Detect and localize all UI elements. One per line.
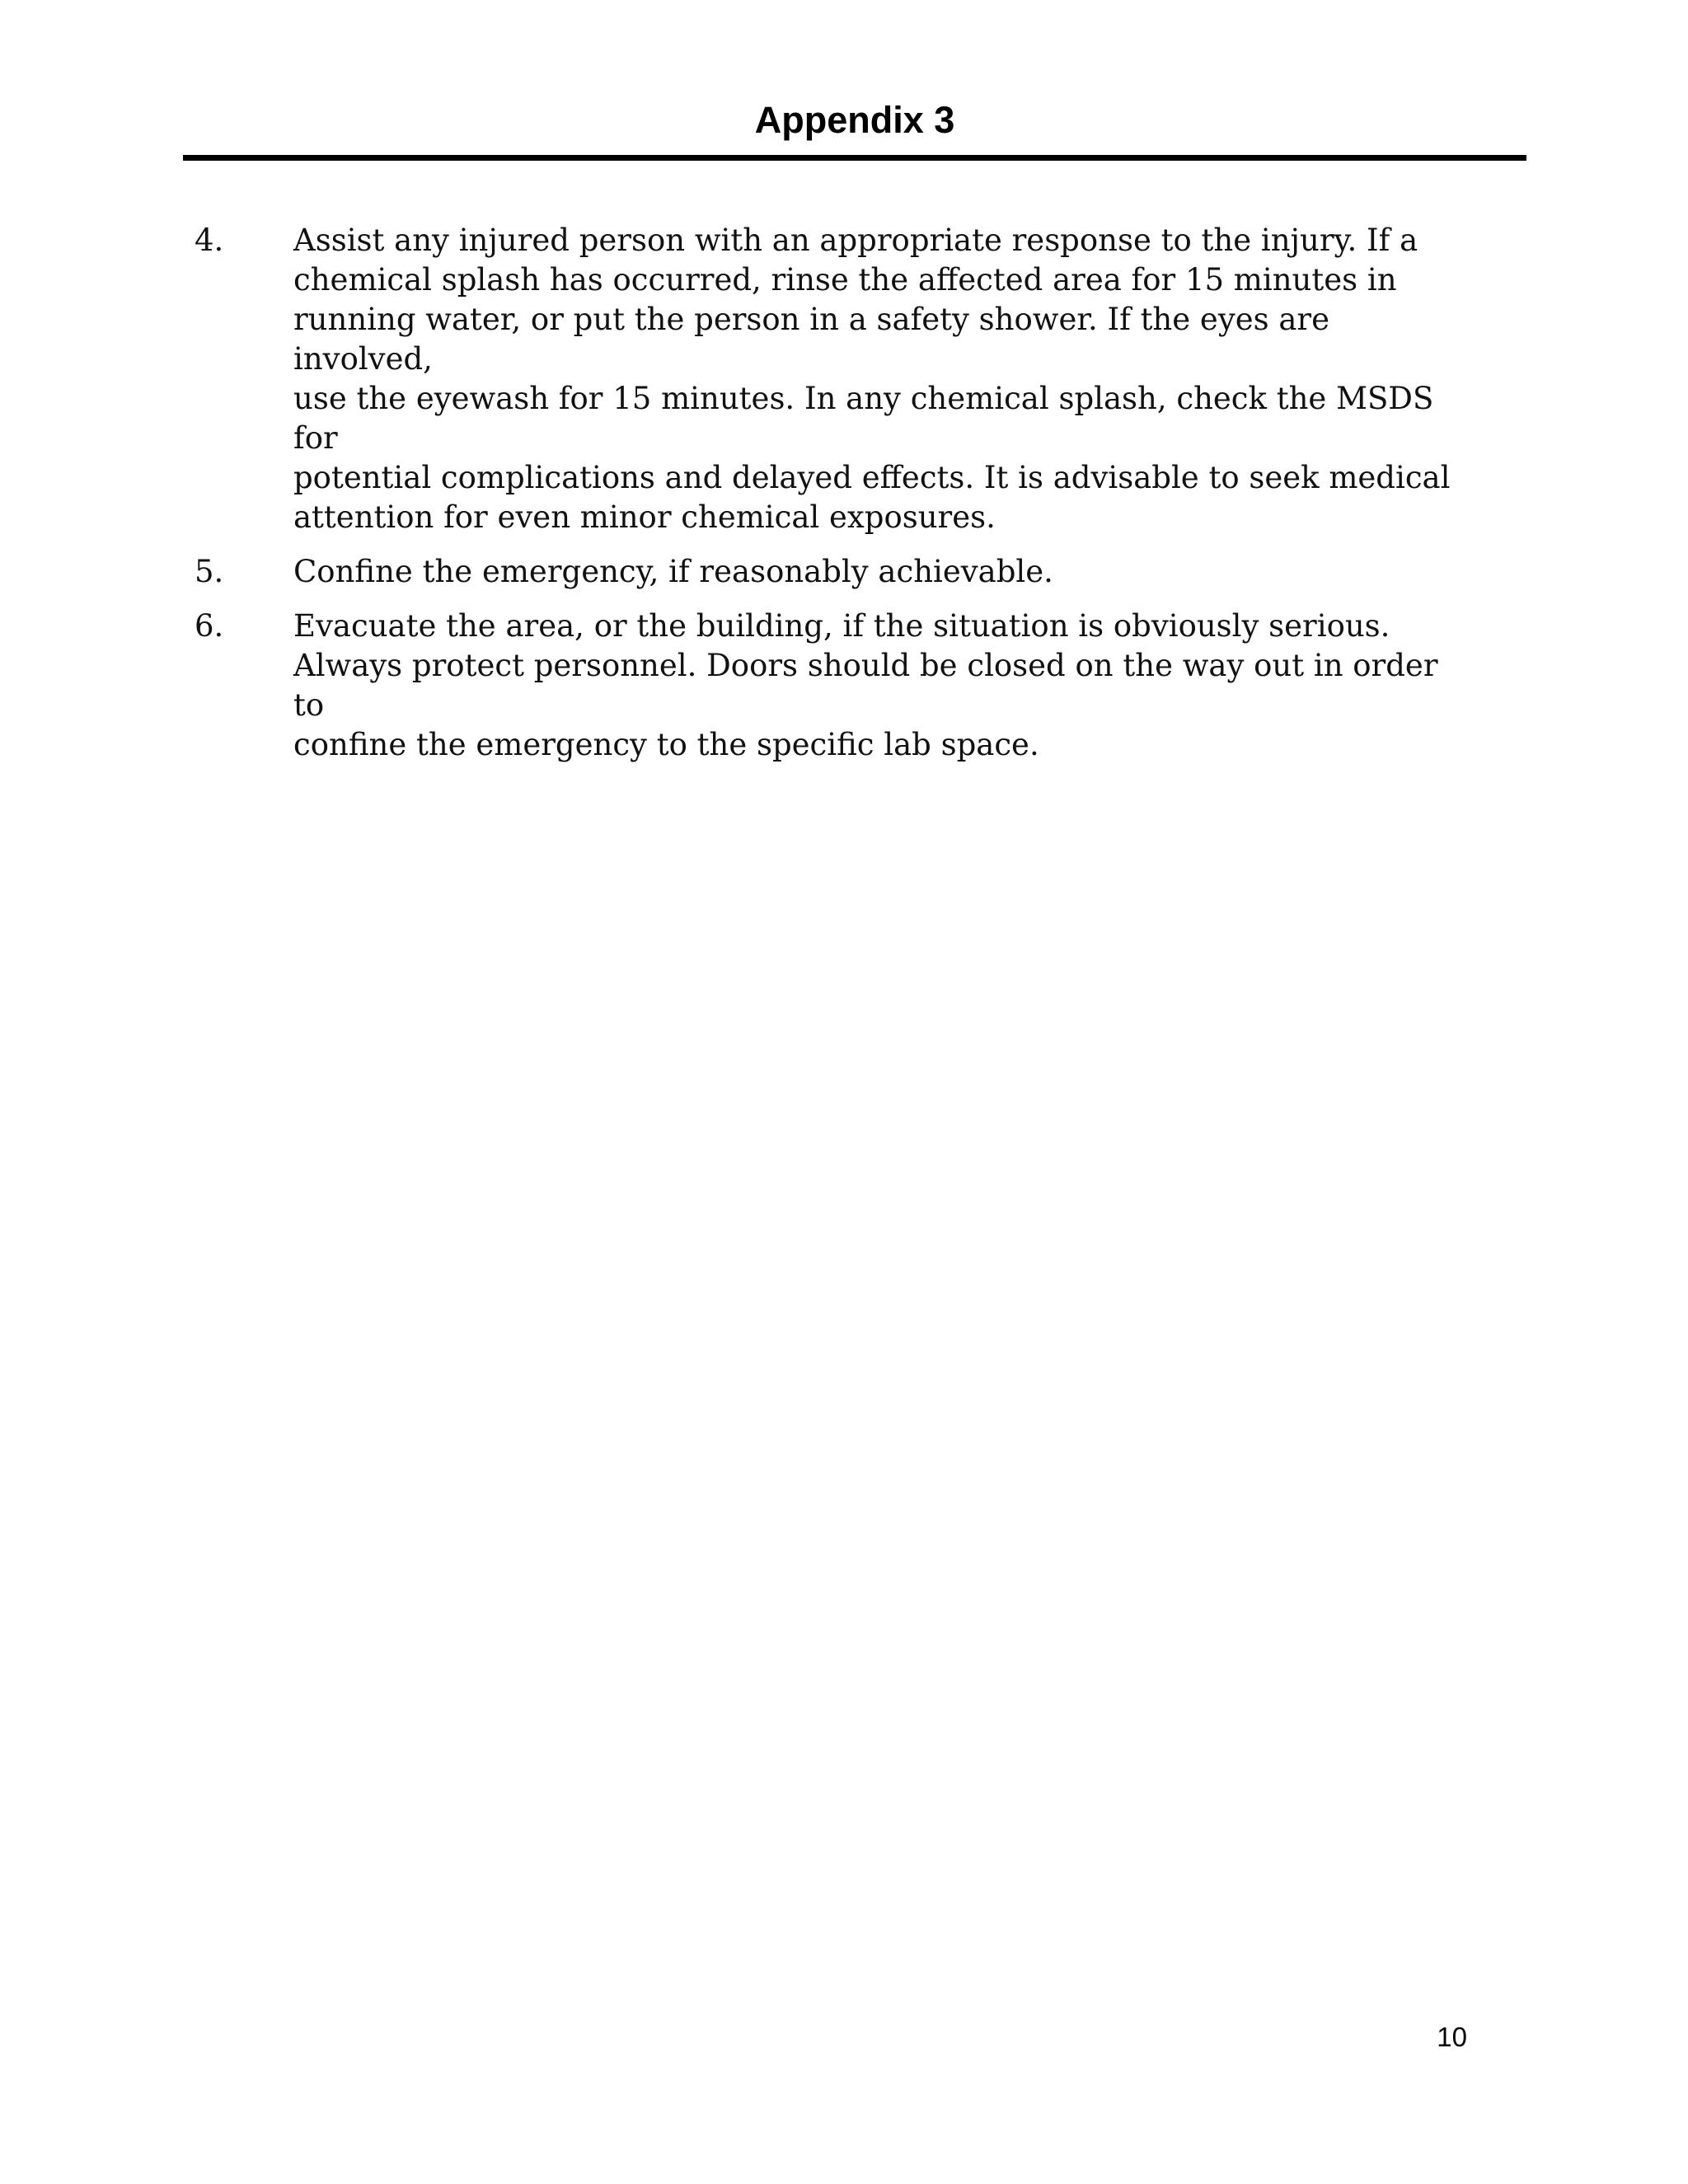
page-header	[183, 92, 1526, 148]
procedure-list	[195, 221, 1464, 780]
appendix-title: Appendix 3	[754, 99, 955, 141]
page-number: 10	[1437, 2022, 1467, 2052]
list-item-number: 4.	[195, 223, 224, 258]
list-item	[195, 607, 1464, 765]
list-item-text: Assist any injured person with an appropriate response to the injury. If a chemical splash has occurred, rinse the affected area for 15 minutes in running water, or put the person in a safety shower. If the eyes are involved, use the eyewash for 15 minutes. In any chemical splash, check the MSDS for potential complications and delayed effects. It is advisable to seek medical attention for even minor chemical exposures.	[293, 223, 1451, 535]
list-item	[195, 552, 1464, 592]
list-item	[195, 221, 1464, 537]
list-item-number: 5.	[195, 554, 224, 589]
list-item-text: Evacuate the area, or the building, if the situation is obviously serious. Always protect personnel. Doors should be closed on the way out in order to confine the emergency to the specific lab space.	[293, 608, 1438, 762]
list-item-number: 6.	[195, 608, 224, 644]
list-item-text: Confine the emergency, if reasonably achievable.	[293, 554, 1053, 589]
header-rule	[183, 155, 1526, 161]
